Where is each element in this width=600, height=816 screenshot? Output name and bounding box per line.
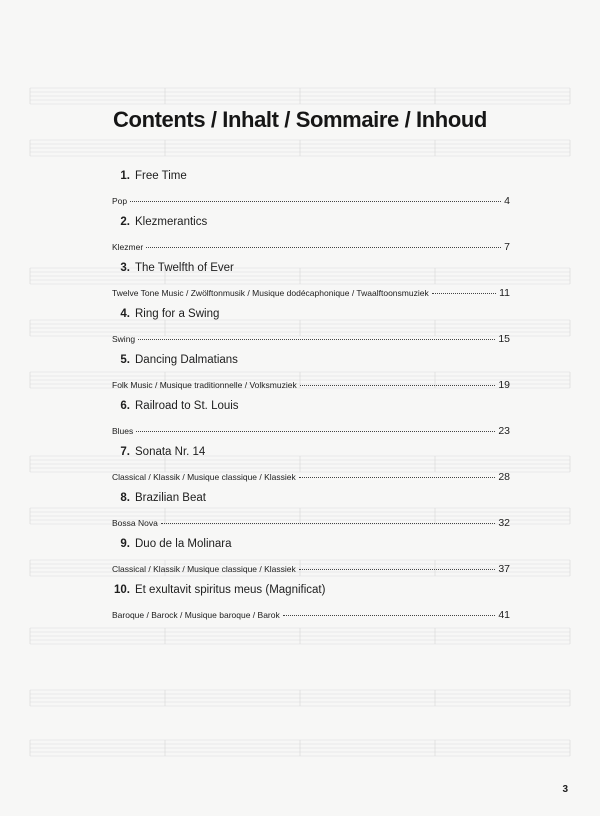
- entry-detail: [112, 517, 510, 529]
- entry-number: 8.: [120, 492, 130, 504]
- dot-leader: [138, 333, 495, 340]
- entry-page-number: 11: [499, 287, 510, 299]
- entry-detail: [112, 379, 510, 391]
- dot-leader: [299, 471, 496, 478]
- entry-genre: Klezmer: [112, 242, 144, 252]
- entry-detail: [112, 287, 510, 299]
- dot-leader: [299, 563, 496, 570]
- entry-genre: Baroque / Barock / Musique baroque / Barok: [112, 610, 280, 620]
- dot-leader: [130, 195, 501, 202]
- entry-title: Dancing Dalmatians: [135, 354, 238, 366]
- toc-entry-10[interactable]: [90, 582, 510, 628]
- entry-genre: Bossa Nova: [112, 518, 158, 528]
- entry-page-number: 15: [498, 333, 510, 345]
- entry-detail: [112, 195, 510, 207]
- page-number: 3: [562, 784, 568, 795]
- entry-detail: [112, 241, 510, 253]
- entry-page-number: 4: [504, 195, 510, 207]
- entry-genre: Folk Music / Musique traditionnelle / Volksmuziek: [112, 380, 297, 390]
- entry-number: 4.: [120, 308, 130, 320]
- entry-page-number: 32: [498, 517, 510, 529]
- entry-page-number: 41: [498, 609, 510, 621]
- entry-title: Klezmerantics: [135, 216, 208, 228]
- entry-page-number: 23: [498, 425, 510, 437]
- toc-entry-6[interactable]: [90, 398, 510, 444]
- entry-number: 3.: [120, 262, 130, 274]
- entry-number: 6.: [120, 400, 130, 412]
- entry-genre: Classical / Klassik / Musique classique / Klassiek: [112, 564, 296, 574]
- entry-detail: [112, 425, 510, 437]
- entry-title: Brazilian Beat: [135, 492, 206, 504]
- entry-detail: [112, 333, 510, 345]
- entry-title: Free Time: [135, 170, 187, 182]
- toc-entry-4[interactable]: [90, 306, 510, 352]
- entry-title: Ring for a Swing: [135, 308, 220, 320]
- entry-number: 5.: [120, 354, 130, 366]
- page-title: Contents / Inhalt / Sommaire / Inhoud: [113, 106, 487, 132]
- dot-leader: [146, 241, 501, 248]
- entry-genre: Pop: [112, 196, 128, 206]
- dot-leader: [136, 425, 495, 432]
- entry-genre: Twelve Tone Music / Zwölftonmusik / Musique dodécaphonique / Twaalftoonsmuziek: [112, 288, 429, 298]
- entry-title: Et exultavit spiritus meus (Magnificat): [135, 584, 326, 596]
- toc-entry-9[interactable]: [90, 536, 510, 582]
- toc-entry-8[interactable]: [90, 490, 510, 536]
- entry-genre: Swing: [112, 334, 136, 344]
- dot-leader: [161, 517, 495, 524]
- entry-title: Railroad to St. Louis: [135, 400, 239, 412]
- entry-detail: [112, 471, 510, 483]
- entry-title: The Twelfth of Ever: [135, 262, 234, 274]
- entry-detail: [112, 609, 510, 621]
- dot-leader: [283, 609, 496, 616]
- entry-title: Sonata Nr. 14: [135, 446, 206, 458]
- entry-page-number: 28: [498, 471, 510, 483]
- entry-number: 9.: [120, 538, 130, 550]
- entry-title: Duo de la Molinara: [135, 538, 232, 550]
- entry-page-number: 37: [498, 563, 510, 575]
- entry-number: 7.: [120, 446, 130, 458]
- entry-number: 2.: [120, 216, 130, 228]
- entry-number: 10.: [114, 584, 130, 596]
- entry-page-number: 7: [504, 241, 510, 253]
- toc-entry-5[interactable]: [90, 352, 510, 398]
- entry-genre: Classical / Klassik / Musique classique / Klassiek: [112, 472, 296, 482]
- dot-leader: [300, 379, 496, 386]
- entry-genre: Blues: [112, 426, 134, 436]
- dot-leader: [432, 287, 496, 294]
- toc-entry-2[interactable]: [90, 214, 510, 260]
- entry-page-number: 19: [498, 379, 510, 391]
- entry-number: 1.: [120, 170, 130, 182]
- toc-entry-7[interactable]: [90, 444, 510, 490]
- toc-entry-1[interactable]: [90, 168, 510, 214]
- toc-entry-3[interactable]: [90, 260, 510, 306]
- table-of-contents: [90, 168, 510, 628]
- entry-detail: [112, 563, 510, 575]
